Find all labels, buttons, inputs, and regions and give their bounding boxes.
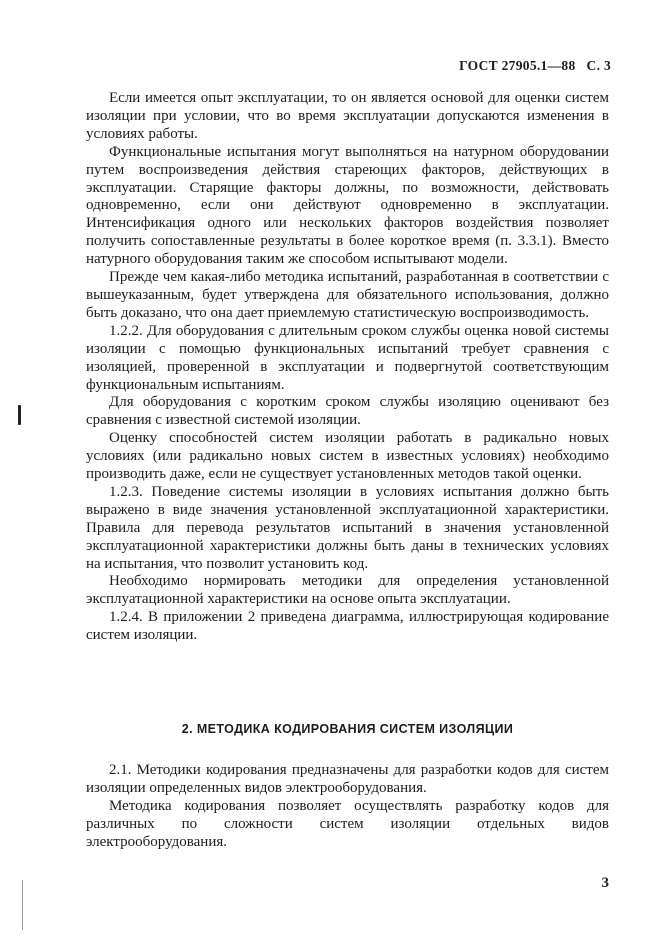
section-title: 2. МЕТОДИКА КОДИРОВАНИЯ СИСТЕМ ИЗОЛЯЦИИ bbox=[181, 722, 514, 736]
paragraph: Для оборудования с коротким сроком службы изоляцию оценивают без сравнения с известной системой изоляции. bbox=[86, 394, 609, 429]
paragraph: 1.2.2. Для оборудования с длительным сроком службы оценка новой системы изоляции с помощью функциональных испытаний требует сравнения с изоляцией, проверенной в эксплуатации и подвергнутой соответствующим функциональным испытаниям. bbox=[86, 322, 609, 393]
margin-mark bbox=[18, 405, 21, 425]
section-text bbox=[86, 762, 609, 852]
paragraph: Методика кодирования позволяет осуществлять разработку кодов для различных по сложности систем изоляции отдельных видов электрооборудования. bbox=[86, 797, 609, 850]
paragraph: 1.2.4. В приложении 2 приведена диаграмма, иллюстрирующая кодирование систем изоляции. bbox=[86, 609, 609, 644]
main-text bbox=[86, 90, 609, 645]
paragraph: Прежде чем какая-либо методика испытаний, разработанная в соответствии с вышеуказанным, будет утверждена для обязательного использования, должно быть доказано, что она дает приемлемую статистическую воспроизводимость. bbox=[86, 269, 609, 321]
paragraph: Оценку способностей систем изоляции работать в радикально новых условиях (или радикально новых систем в известных условиях) необходимо производить даже, если не существует установленных методов такой оценки. bbox=[86, 430, 609, 483]
standard-code: ГОСТ 27905.1—88 bbox=[459, 58, 576, 73]
scan-edge-line bbox=[22, 880, 23, 930]
paragraph: 2.1. Методики кодирования предназначены для разработки кодов для систем изоляции определенных видов электрооборудования. bbox=[86, 762, 609, 796]
page-header bbox=[459, 58, 611, 74]
paragraph: 1.2.3. Поведение системы изоляции в условиях испытания должно быть выражено в виде значения установленной эксплуатационной характеристики. Правила для перевода результатов испытаний в значения установленной эксплуатационной характеристики должны быть даны в технических условиях на испытания, что позволит установить код. bbox=[86, 483, 609, 572]
paragraph: Функциональные испытания могут выполняться на натурном оборудовании путем воспроизведения действия стареющих факторов, действующих в эксплуатации. Старящие факторы должны, по возможности, действовать одновременно, если они действуют одновременно в эксплуатации. Интенсификация одного или нескольких факторов воздействия позволяет получить сопоставленные результаты в более короткое время (п. 3.3.1). Вместо натурного оборудования таким же способом испытывают модели. bbox=[86, 143, 609, 268]
page-number: 3 bbox=[601, 875, 609, 891]
header-page-number: С. 3 bbox=[586, 58, 611, 73]
paragraph: Если имеется опыт эксплуатации, то он является основой для оценки систем изоляции при условии, что во время эксплуатации допускаются изменения в условиях работы. bbox=[86, 90, 609, 142]
paragraph: Необходимо нормировать методики для определения установленной эксплуатационной характеристики на основе опыта эксплуатации. bbox=[86, 573, 609, 608]
